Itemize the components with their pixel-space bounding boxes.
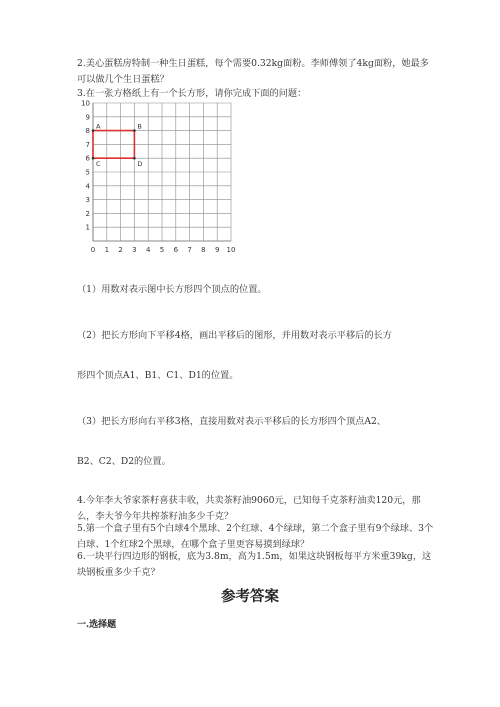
x-tick-label: 0 [90,246,96,254]
section-heading: 一.选择题 [77,620,117,630]
sub-question-3-line1: （3）把长方形向右平移3格，直接用数对表示平移后的长方形四个顶点A2、 [77,416,386,427]
sub-question-2-line1: （2）把长方形向下平移4格，画出平移后的图形，并用数对表示平移后的长方 [77,330,392,341]
x-tick-label: 2 [118,246,123,254]
x-tick-label: 3 [132,246,137,254]
y-tick-label: 9 [85,113,90,122]
vertex-label: A [96,122,101,131]
question-3: 3.在一张方格纸上有一个长方形，请你完成下面的问题： [77,88,307,99]
vertex-label: D [137,160,143,169]
y-tick-label: 7 [85,140,90,149]
sub-question-2-line2: 形四个顶点A1、B1、C1、D1的位置。 [77,370,239,381]
y-tick-label: 1 [85,223,90,232]
y-tick-label: 6 [85,154,90,163]
x-tick-label: 4 [145,246,151,254]
question-5: 5.第一个盒子里有5个白球4个黑球、2个红球、4个绿球，第二个盒子里有9个绿球、3个白球、1个红球2个黑球，在哪个盒子里更容易摸到绿球？ [77,523,434,550]
x-tick-label: 1 [104,246,110,254]
y-tick-label: 3 [85,196,90,205]
question-6: 6.一块平行四边形的钢板，底为3.8m，高为1.5m，如果这块钢板每平方米重39kg，这块钢板重多少千克？ [77,551,432,578]
y-tick-label: 2 [85,209,90,218]
sub-question-1: （1）用数对表示图中长方形四个顶点的位置。 [77,284,267,295]
coordinate-grid [75,99,245,266]
x-tick-label: 8 [201,246,206,254]
y-tick-label: 8 [85,127,90,136]
vertex-point [92,157,95,160]
answer-key-title: 参考答案 [221,588,279,605]
x-tick-label: 6 [173,246,179,254]
x-tick-label: 7 [187,246,192,254]
y-tick-label: 4 [85,182,90,191]
vertex-point [133,157,136,160]
y-tick-label: 10 [81,99,90,108]
vertex-point [92,129,95,132]
question-4: 4.今年李大爷家茶籽喜获丰收，共卖茶籽油9060元，已知每千克茶籽油卖120元，那么，李大爷今年共榨茶籽油多少千克？ [77,495,421,522]
vertex-label: B [137,122,142,131]
vertex-point [133,129,136,132]
x-tick-label: 10 [226,246,236,254]
grid-svg [75,99,245,266]
sub-question-3-line2: B2、C2、D2的位置。 [77,456,171,467]
question-2: 2.美心蛋糕房特制一种生日蛋糕，每个需要0.32kg面粉。李师傅领了4kg面粉，她最多可以做几个生日蛋糕？ [77,58,429,85]
y-tick-label: 5 [85,168,90,177]
x-tick-label: 9 [214,246,220,254]
x-tick-label: 5 [159,246,165,254]
vertex-label: C [96,160,101,169]
